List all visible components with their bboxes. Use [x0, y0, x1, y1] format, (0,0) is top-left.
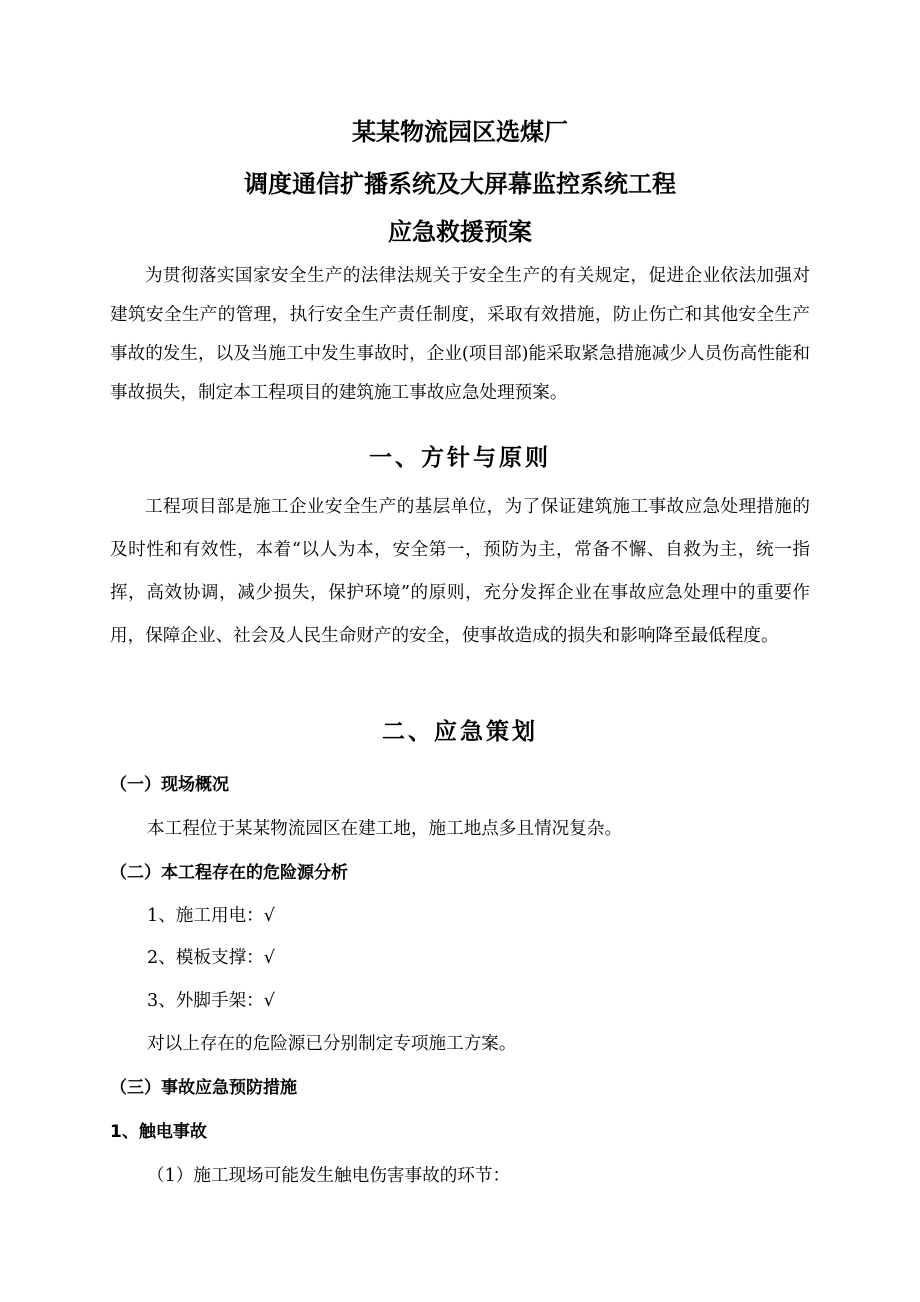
section-2-heading: 二、应急策划	[382, 719, 538, 745]
hazard-note: 对以上存在的危险源已分别制定专项施工方案。	[147, 1034, 517, 1054]
subsection-1-text: 本工程位于某某物流园区在建工地，施工地点多且情况复杂。	[147, 819, 623, 839]
section-1-paragraph: 工程项目部是施工企业安全生产的基层单位，为了保证建筑施工事故应急处理措施的及时性和有效性，本着“以人为本，安全第一，预防为主，常备不懈、自救为主，统一指挥，高效协调，减少损失，保护环境”的原则，充分发挥企业在事故应急处理中的重要作用，保障企业、社会及人民生命财产的安全，使事故造成的损失和影响降至最低程度。	[110, 497, 810, 646]
document-title-line-3: 应急救援预案	[388, 218, 532, 246]
item-1-text: （1）施工现场可能发生触电伤害事故的环节：	[147, 1166, 511, 1186]
document-title-line-2: 调度通信扩播系统及大屏幕监控系统工程	[244, 170, 676, 198]
subsection-1-heading: （一）现场概况	[110, 775, 229, 795]
intro-paragraph: 为贯彻落实国家安全生产的法律法规关于安全生产的有关规定，促进企业依法加强对建筑安全生产的管理，执行安全生产责任制度，采取有效措施，防止伤亡和其他安全生产事故的发生，以及当施工中发生事故时，企业(项目部)能采取紧急措施减少人员伤高性能和事故损失，制定本工程项目的建筑施工事故应急处理预案。	[110, 266, 810, 403]
hazard-item: 3、外脚手架：√	[147, 991, 275, 1011]
subsection-3-heading: （三）事故应急预防措施	[110, 1078, 297, 1098]
hazard-item: 1、施工用电：√	[147, 906, 275, 926]
item-1-heading: 1、触电事故	[110, 1122, 207, 1142]
subsection-2-heading: （二）本工程存在的危险源分析	[110, 863, 348, 883]
hazard-item: 2、模板支撑：√	[147, 948, 275, 968]
section-1-heading: 一、方针与原则	[369, 445, 551, 471]
document-title-line-1: 某某物流园区选煤厂	[352, 118, 568, 146]
